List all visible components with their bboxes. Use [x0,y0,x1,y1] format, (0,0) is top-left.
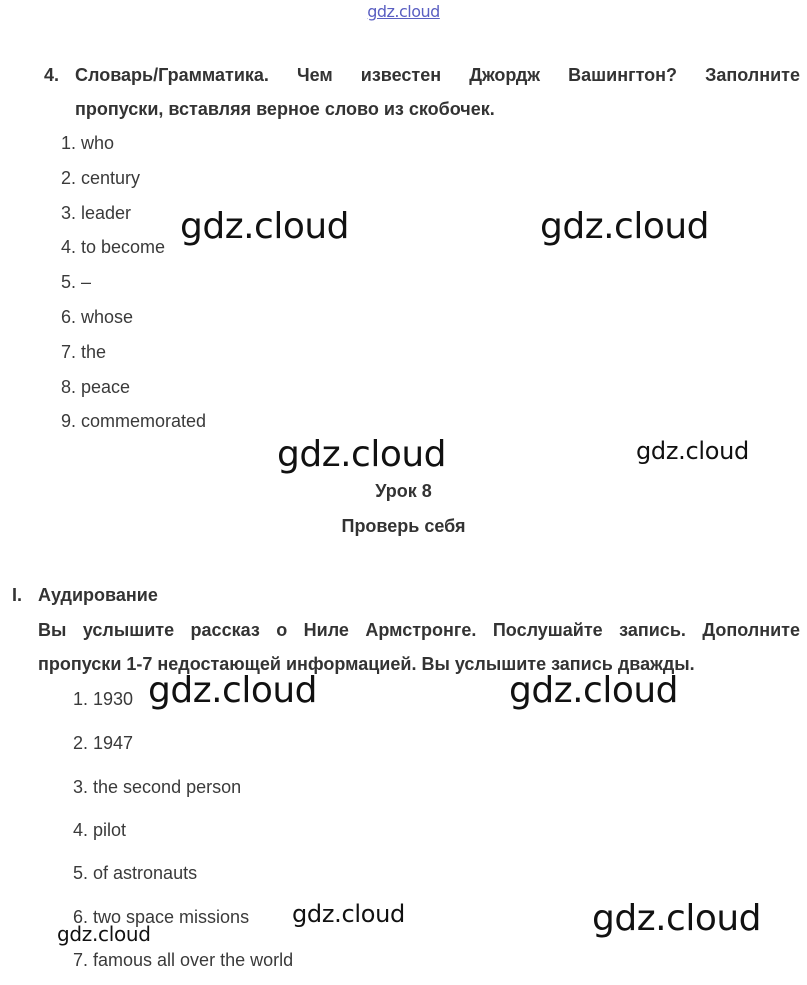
watermark-6: gdz.cloud [509,670,679,711]
task4-answer-5: 5. – [61,272,92,292]
watermark-3: gdz.cloud [277,434,447,475]
watermark-8: gdz.cloud [592,898,762,939]
watermark-5: gdz.cloud [148,670,318,711]
section1-answer-3: 3. the second person [73,777,242,797]
task4-answer-9: 9. commemorated [61,411,207,431]
watermark-7: gdz.cloud [292,900,405,928]
task4-instruction-line2: пропуски, вставляя верное слово из скобочек. [75,99,495,119]
section1-answer-4: 4. pilot [73,820,127,840]
section1-answer-2: 2. 1947 [73,733,134,753]
section1-instruction-line1: Вы услышите рассказ о Ниле Армстронге. Послушайте запись. Дополните [38,620,800,640]
task4-number: 4. [44,65,60,85]
lesson-title: Урок 8 [375,481,432,501]
task4-answer-6: 6. whose [61,307,134,327]
section1-answer-5: 5. of astronauts [73,863,198,883]
watermark-4: gdz.cloud [636,437,749,465]
section1-instruction-line2: пропуски 1-7 недостающей информацией. Вы услышите запись дважды. [38,654,695,674]
task4-answer-4: 4. to become [61,237,166,257]
watermark-2: gdz.cloud [540,206,710,247]
lesson-subtitle: Проверь себя [341,516,466,536]
task4-instruction-line1: Словарь/Грамматика. Чем известен Джордж Вашингтон? Заполните [75,65,800,85]
section1-answer-7: 7. famous all over the world [73,950,294,970]
section1-heading: Аудирование [38,585,158,605]
task4-answer-3: 3. leader [61,203,132,223]
task4-answer-1: 1. who [61,133,115,153]
task4-answer-2: 2. century [61,168,141,188]
section1-answer-6: 6. two space missions [73,907,250,927]
section1-answer-1: 1. 1930 [73,689,134,709]
task4-answer-7: 7. the [61,342,107,362]
task4-answer-8: 8. peace [61,377,131,397]
section1-number: I. [12,585,23,605]
watermark-9: gdz.cloud [57,922,151,946]
watermark-1: gdz.cloud [180,206,350,247]
header-watermark: gdz.cloud [367,2,440,21]
